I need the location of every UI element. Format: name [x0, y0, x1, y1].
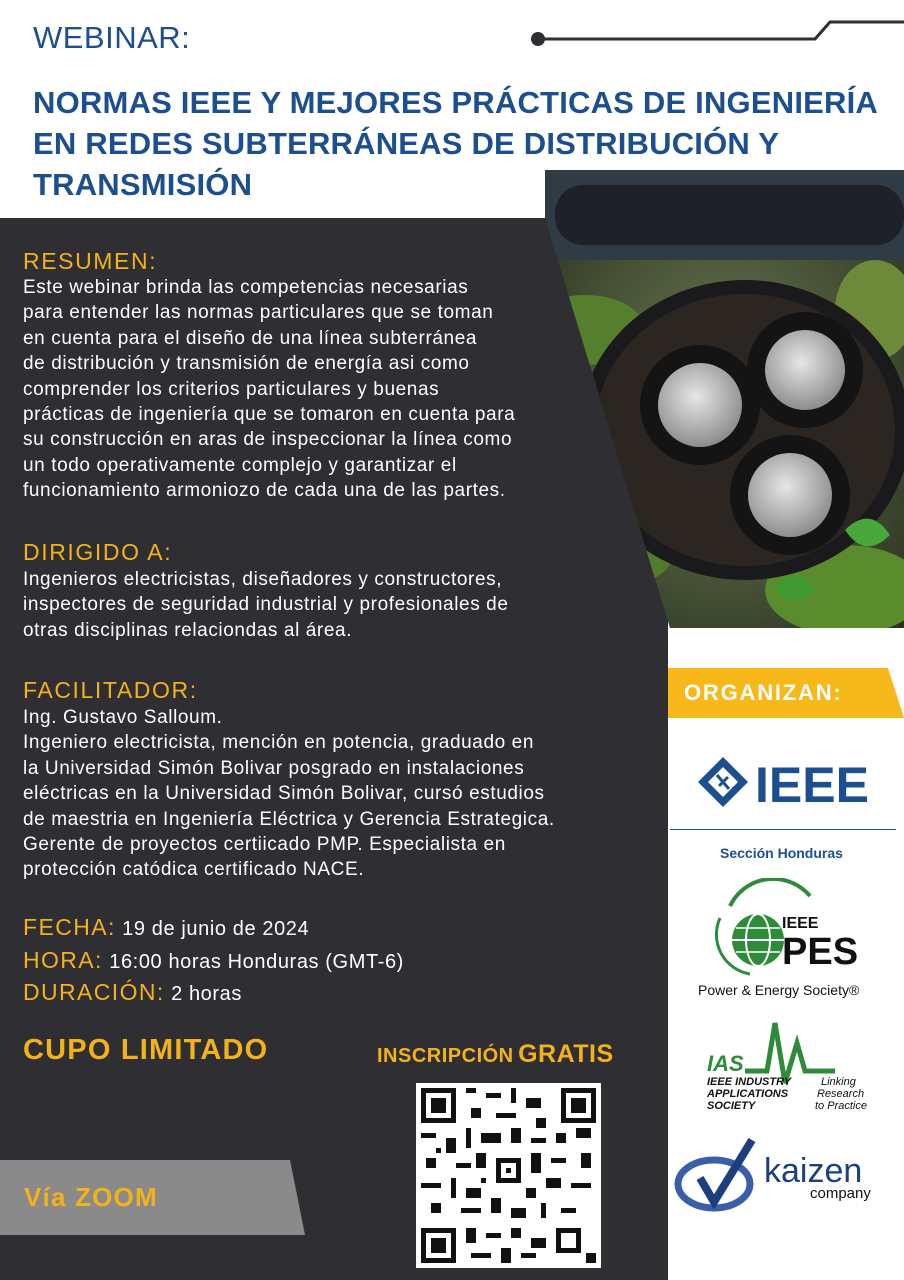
resumen-line: Este webinar brinda las competencias necesarias [23, 277, 469, 298]
hora-value: 16:00 horas Honduras (GMT-6) [109, 951, 404, 973]
ias-tagline-line: Research [817, 1088, 865, 1100]
facilitador-line: de maestria en Ingeniería Eléctrica y Gerencia Estrategica. [23, 808, 555, 830]
resumen-text [23, 275, 515, 504]
ieee-pes-logo [690, 878, 890, 1000]
kaizen-text: kaizen [764, 1152, 863, 1190]
title-line: EN REDES SUBTERRÁNEAS DE DISTRIBUCIÓN Y [33, 126, 780, 161]
kaizen-subtext: company [810, 1185, 871, 1202]
resumen-line: comprender los criterios particulares y buenas [23, 378, 440, 400]
ias-tagline-line: to Practice [815, 1100, 867, 1112]
pes-ieee-text: IEEE [782, 915, 819, 932]
facilitador-line: la Universidad Simón Bolivar posgrado en instalaciones [23, 757, 525, 779]
hora-row [23, 947, 404, 974]
ieee-logo-text: IEEE [755, 757, 869, 812]
facilitador-name: Ing. Gustavo Salloum. [23, 707, 223, 728]
registration-qr-code[interactable] [416, 1083, 601, 1268]
ieee-divider [670, 829, 896, 830]
dirigido-line: inspectores de seguridad industrial y profesionales de [23, 594, 509, 616]
inscripcion-label: INSCRIPCIÓN [377, 1045, 514, 1067]
cupo-limitado-text: CUPO LIMITADO [23, 1034, 269, 1066]
facilitador-line: Gerente de proyectos certiicado PMP. Especialista en [23, 834, 506, 856]
ias-text: IAS [707, 1051, 744, 1076]
facilitador-text [23, 705, 555, 883]
dirigido-line: otras disciplinas relaciondas al área. [23, 619, 353, 641]
facilitador-line: eléctricas en la Universidad Simón Bolivar, cursó estudios [23, 783, 545, 805]
webinar-title [33, 82, 903, 205]
signal-wave-icon [745, 1023, 835, 1083]
facilitador-line: Ingeniero electricista, mención en potencia, graduado en [23, 732, 535, 754]
ieee-logo [695, 752, 875, 812]
ieee-kite-icon [698, 757, 748, 807]
ias-tagline-line: Linking [821, 1076, 856, 1088]
checkmark-swoosh-icon [678, 1140, 752, 1208]
facilitador-heading: FACILITADOR: [23, 677, 198, 703]
pes-subtitle: Power & Energy Society® [698, 982, 860, 998]
duracion-value: 2 horas [171, 983, 242, 1005]
resumen-line: un todo operativamente complejo y garantizar el [23, 454, 457, 476]
seccion-honduras-label: Sección Honduras [720, 845, 843, 861]
ias-name-line: IEEE INDUSTRY [707, 1076, 792, 1088]
fecha-row [23, 914, 309, 941]
resumen-line: funcionamiento armoniozo de cada una de las partes. [23, 480, 506, 502]
fecha-value: 19 de junio de 2024 [122, 918, 310, 940]
resumen-line: para entender las normas particulares que se toman [23, 302, 494, 324]
ieee-ias-logo [705, 1013, 880, 1121]
dirigido-heading: DIRIGIDO A: [23, 539, 173, 565]
organizan-heading: ORGANIZAN: [684, 680, 843, 705]
dirigido-line: Ingenieros electricistas, diseñadores y constructores, [23, 569, 503, 590]
duracion-row [23, 979, 242, 1006]
resumen-line: prácticas de ingeniería que se tomaron en cuenta para [23, 404, 516, 426]
dirigido-text [23, 567, 509, 643]
pes-text: PES [782, 931, 859, 973]
duracion-label: DURACIÓN: [23, 979, 165, 1005]
ias-name-line: SOCIETY [707, 1100, 756, 1112]
via-zoom-text: Vía ZOOM [24, 1182, 158, 1212]
ias-name-line: APPLICATIONS [707, 1088, 789, 1100]
hora-label: HORA: [23, 947, 103, 973]
inscripcion-text [377, 1040, 614, 1069]
decorative-line [530, 14, 904, 54]
facilitador-line: protección catódica certificado NACE. [23, 859, 365, 881]
resumen-line: de distribución y transmisión de energía asi como [23, 353, 470, 375]
webinar-label: WEBINAR: [33, 20, 191, 55]
title-line: NORMAS IEEE Y MEJORES PRÁCTICAS DE INGENIERÍA [33, 85, 879, 120]
title-line: TRANSMISIÓN [33, 167, 253, 202]
resumen-heading: RESUMEN: [23, 248, 158, 274]
gratis-label: GRATIS [518, 1040, 614, 1068]
fecha-label: FECHA: [23, 914, 116, 940]
resumen-line: su construcción en aras de inspeccionar la línea como [23, 429, 513, 451]
resumen-line: en cuenta para el diseño de una línea subterránea [23, 327, 478, 349]
kaizen-logo [672, 1132, 892, 1222]
